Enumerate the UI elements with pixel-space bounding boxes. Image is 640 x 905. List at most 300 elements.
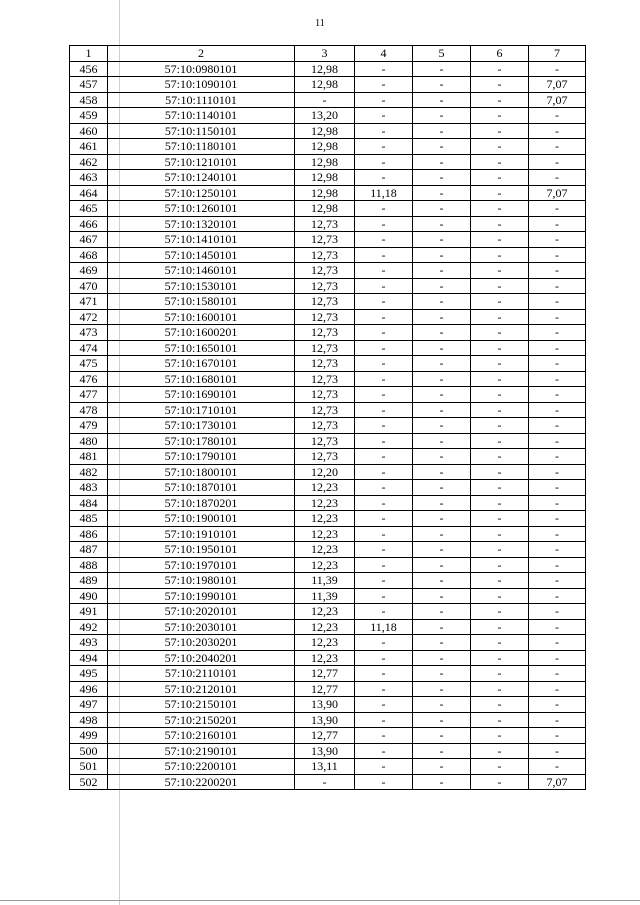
table-cell-col-5: -: [413, 511, 471, 527]
table-cell-col-7: -: [529, 371, 586, 387]
table-cell-col-4: -: [355, 697, 413, 713]
table-cell-col-7: -: [529, 123, 586, 139]
table-cell-col-7: -: [529, 154, 586, 170]
table-cell-col-6: -: [471, 697, 529, 713]
table-row: [70, 402, 586, 418]
table-row: [70, 759, 586, 775]
table-cell-col-7: -: [529, 170, 586, 186]
table-cell-col-2: 57:10:2150101: [108, 697, 295, 713]
table-cell-col-4: -: [355, 92, 413, 108]
table-row: [70, 294, 586, 310]
table-cell-col-6: -: [471, 216, 529, 232]
table-cell-col-2: 57:10:1910101: [108, 526, 295, 542]
table-cell-col-3: 12,20: [295, 464, 355, 480]
table-cell-col-1: 463: [70, 170, 108, 186]
table-cell-col-5: -: [413, 356, 471, 372]
table-cell-col-1: 478: [70, 402, 108, 418]
table-cell-col-3: 12,23: [295, 650, 355, 666]
table-cell-col-2: 57:10:1090101: [108, 77, 295, 93]
table-cell-col-6: -: [471, 635, 529, 651]
table-cell-col-7: -: [529, 635, 586, 651]
table-cell-col-4: -: [355, 666, 413, 682]
table-cell-col-2: 57:10:1780101: [108, 433, 295, 449]
table-cell-col-3: 13,90: [295, 743, 355, 759]
table-cell-col-3: 12,73: [295, 325, 355, 341]
table-cell-col-2: 57:10:0980101: [108, 61, 295, 77]
table-row: [70, 356, 586, 372]
table-cell-col-2: 57:10:1950101: [108, 542, 295, 558]
table-cell-col-7: -: [529, 619, 586, 635]
table-cell-col-5: -: [413, 495, 471, 511]
table-cell-col-6: -: [471, 325, 529, 341]
table-cell-col-5: -: [413, 666, 471, 682]
table-cell-col-4: -: [355, 371, 413, 387]
table-cell-col-7: -: [529, 418, 586, 434]
table-cell-col-3: 12,73: [295, 371, 355, 387]
table-row: [70, 666, 586, 682]
table-cell-col-4: -: [355, 402, 413, 418]
table-cell-col-2: 57:10:1410101: [108, 232, 295, 248]
table-cell-col-3: 12,23: [295, 557, 355, 573]
table-cell-col-4: -: [355, 108, 413, 124]
table-row: [70, 309, 586, 325]
table-cell-col-3: 12,23: [295, 495, 355, 511]
table-cell-col-7: -: [529, 573, 586, 589]
table-cell-col-4: -: [355, 588, 413, 604]
table-cell-col-5: -: [413, 557, 471, 573]
table-cell-col-5: -: [413, 294, 471, 310]
table-cell-col-3: 12,77: [295, 666, 355, 682]
table-cell-col-5: -: [413, 201, 471, 217]
table-cell-col-1: 499: [70, 728, 108, 744]
table-cell-col-3: 12,73: [295, 278, 355, 294]
table-cell-col-3: 13,90: [295, 712, 355, 728]
table-cell-col-1: 464: [70, 185, 108, 201]
table-cell-col-1: 502: [70, 774, 108, 790]
table-cell-col-1: 484: [70, 495, 108, 511]
table-cell-col-5: -: [413, 712, 471, 728]
table-cell-col-2: 57:10:2200101: [108, 759, 295, 775]
table-cell-col-4: -: [355, 635, 413, 651]
table-cell-col-2: 57:10:1690101: [108, 387, 295, 403]
table-row: [70, 495, 586, 511]
table-cell-col-6: -: [471, 588, 529, 604]
table-cell-col-1: 491: [70, 604, 108, 620]
table-cell-col-4: -: [355, 480, 413, 496]
table-cell-col-7: 7,07: [529, 774, 586, 790]
table-cell-col-5: -: [413, 697, 471, 713]
table-cell-col-2: 57:10:1980101: [108, 573, 295, 589]
table-cell-col-7: -: [529, 247, 586, 263]
table-cell-col-7: -: [529, 139, 586, 155]
table-cell-col-4: 11,18: [355, 619, 413, 635]
table-cell-col-1: 497: [70, 697, 108, 713]
table-cell-col-5: -: [413, 170, 471, 186]
table-row: [70, 433, 586, 449]
table-cell-col-7: -: [529, 278, 586, 294]
table-cell-col-7: -: [529, 433, 586, 449]
table-cell-col-2: 57:10:1870201: [108, 495, 295, 511]
table-row: [70, 774, 586, 790]
table-cell-col-2: 57:10:2040201: [108, 650, 295, 666]
table-cell-col-2: 57:10:2030201: [108, 635, 295, 651]
table-cell-col-6: -: [471, 77, 529, 93]
table-cell-col-4: -: [355, 309, 413, 325]
table-cell-col-4: -: [355, 712, 413, 728]
table-cell-col-7: -: [529, 201, 586, 217]
table-cell-col-3: 12,73: [295, 387, 355, 403]
table-cell-col-4: -: [355, 387, 413, 403]
table-cell-col-4: -: [355, 650, 413, 666]
table-cell-col-7: -: [529, 604, 586, 620]
table-cell-col-3: 13,20: [295, 108, 355, 124]
table-cell-col-7: -: [529, 232, 586, 248]
table-cell-col-5: -: [413, 604, 471, 620]
table-cell-col-1: 477: [70, 387, 108, 403]
table-cell-col-7: -: [529, 340, 586, 356]
table-cell-col-6: -: [471, 170, 529, 186]
table-cell-col-7: -: [529, 387, 586, 403]
table-cell-col-5: -: [413, 371, 471, 387]
table-cell-col-7: -: [529, 480, 586, 496]
table-cell-col-5: -: [413, 619, 471, 635]
table-cell-col-1: 462: [70, 154, 108, 170]
table-row: [70, 480, 586, 496]
table-cell-col-2: 57:10:1240101: [108, 170, 295, 186]
table-cell-col-6: -: [471, 542, 529, 558]
table-cell-col-2: 57:10:1210101: [108, 154, 295, 170]
table-cell-col-4: -: [355, 294, 413, 310]
table-cell-col-2: 57:10:1150101: [108, 123, 295, 139]
table-cell-col-7: -: [529, 712, 586, 728]
table-cell-col-1: 466: [70, 216, 108, 232]
table-cell-col-7: -: [529, 681, 586, 697]
table-cell-col-6: -: [471, 557, 529, 573]
table-cell-col-6: -: [471, 666, 529, 682]
table-row: [70, 154, 586, 170]
table-row: [70, 185, 586, 201]
table-cell-col-3: 13,11: [295, 759, 355, 775]
table-cell-col-1: 493: [70, 635, 108, 651]
table-row: [70, 681, 586, 697]
table-cell-col-4: -: [355, 61, 413, 77]
column-header-3: 3: [295, 46, 355, 62]
table-header-row: [70, 46, 586, 62]
data-table: [69, 45, 586, 790]
table-cell-col-4: -: [355, 340, 413, 356]
table-cell-col-6: -: [471, 511, 529, 527]
table-cell-col-6: -: [471, 774, 529, 790]
table-cell-col-6: -: [471, 573, 529, 589]
table-cell-col-7: -: [529, 61, 586, 77]
table-cell-col-3: 12,73: [295, 309, 355, 325]
table-cell-col-3: 12,73: [295, 340, 355, 356]
table-cell-col-3: 12,98: [295, 139, 355, 155]
table-cell-col-3: 12,98: [295, 61, 355, 77]
table-cell-col-4: -: [355, 681, 413, 697]
table-cell-col-3: 11,39: [295, 588, 355, 604]
table-cell-col-4: -: [355, 449, 413, 465]
table-cell-col-5: -: [413, 759, 471, 775]
table-cell-col-4: -: [355, 356, 413, 372]
table-cell-col-2: 57:10:1110101: [108, 92, 295, 108]
table-cell-col-1: 467: [70, 232, 108, 248]
table-cell-col-6: -: [471, 387, 529, 403]
table-row: [70, 418, 586, 434]
table-cell-col-7: -: [529, 356, 586, 372]
table-cell-col-4: -: [355, 232, 413, 248]
table-cell-col-3: 12,98: [295, 123, 355, 139]
table-cell-col-1: 489: [70, 573, 108, 589]
table-cell-col-4: -: [355, 216, 413, 232]
table-cell-col-6: -: [471, 464, 529, 480]
table-cell-col-4: -: [355, 526, 413, 542]
table-cell-col-1: 485: [70, 511, 108, 527]
table-cell-col-1: 468: [70, 247, 108, 263]
table-cell-col-3: 12,98: [295, 170, 355, 186]
table-cell-col-6: -: [471, 263, 529, 279]
table-cell-col-2: 57:10:1990101: [108, 588, 295, 604]
table-cell-col-6: -: [471, 681, 529, 697]
table-cell-col-1: 479: [70, 418, 108, 434]
table-cell-col-7: -: [529, 402, 586, 418]
table-cell-col-6: -: [471, 185, 529, 201]
table-cell-col-4: -: [355, 418, 413, 434]
table-cell-col-1: 495: [70, 666, 108, 682]
table-cell-col-4: 11,18: [355, 185, 413, 201]
table-cell-col-6: -: [471, 619, 529, 635]
table-cell-col-5: -: [413, 433, 471, 449]
column-header-6: 6: [471, 46, 529, 62]
table-cell-col-6: -: [471, 123, 529, 139]
page-number: 11: [315, 18, 325, 29]
table-cell-col-2: 57:10:2150201: [108, 712, 295, 728]
table-cell-col-4: -: [355, 154, 413, 170]
table-cell-col-2: 57:10:1600101: [108, 309, 295, 325]
table-cell-col-1: 457: [70, 77, 108, 93]
table-row: [70, 743, 586, 759]
table-cell-col-3: 12,73: [295, 216, 355, 232]
table-row: [70, 170, 586, 186]
table-row: [70, 573, 586, 589]
table-cell-col-2: 57:10:1900101: [108, 511, 295, 527]
table-cell-col-5: -: [413, 216, 471, 232]
table-cell-col-4: -: [355, 557, 413, 573]
table-cell-col-4: -: [355, 263, 413, 279]
table-cell-col-3: 12,73: [295, 449, 355, 465]
table-cell-col-3: 12,23: [295, 511, 355, 527]
table-cell-col-3: 12,73: [295, 356, 355, 372]
table-cell-col-6: -: [471, 402, 529, 418]
table-cell-col-3: 12,73: [295, 402, 355, 418]
table-cell-col-2: 57:10:1250101: [108, 185, 295, 201]
table-cell-col-2: 57:10:2200201: [108, 774, 295, 790]
table-cell-col-6: -: [471, 433, 529, 449]
table-cell-col-4: -: [355, 573, 413, 589]
table-cell-col-3: 12,73: [295, 263, 355, 279]
table-cell-col-4: -: [355, 759, 413, 775]
table-cell-col-5: -: [413, 340, 471, 356]
table-cell-col-5: -: [413, 728, 471, 744]
table-cell-col-5: -: [413, 108, 471, 124]
column-header-5: 5: [413, 46, 471, 62]
table-cell-col-4: -: [355, 743, 413, 759]
table-cell-col-7: -: [529, 697, 586, 713]
table-cell-col-4: -: [355, 511, 413, 527]
table-cell-col-3: 12,23: [295, 526, 355, 542]
table-row: [70, 526, 586, 542]
table-row: [70, 216, 586, 232]
table-row: [70, 371, 586, 387]
table-cell-col-4: -: [355, 325, 413, 341]
table-cell-col-1: 456: [70, 61, 108, 77]
table-row: [70, 728, 586, 744]
table-cell-col-2: 57:10:2190101: [108, 743, 295, 759]
table-cell-col-6: -: [471, 139, 529, 155]
table-cell-col-2: 57:10:1180101: [108, 139, 295, 155]
table-cell-col-7: 7,07: [529, 92, 586, 108]
table-row: [70, 201, 586, 217]
table-row: [70, 387, 586, 403]
table-cell-col-5: -: [413, 92, 471, 108]
table-cell-col-5: -: [413, 635, 471, 651]
table-cell-col-1: 460: [70, 123, 108, 139]
table-cell-col-7: -: [529, 650, 586, 666]
table-cell-col-1: 483: [70, 480, 108, 496]
table-cell-col-5: -: [413, 185, 471, 201]
table-cell-col-7: 7,07: [529, 77, 586, 93]
table-row: [70, 511, 586, 527]
table-cell-col-2: 57:10:2030101: [108, 619, 295, 635]
table-row: [70, 542, 586, 558]
table-cell-col-6: -: [471, 495, 529, 511]
table-cell-col-2: 57:10:1530101: [108, 278, 295, 294]
page-bottom-rule: [0, 900, 640, 901]
table-cell-col-1: 471: [70, 294, 108, 310]
table-row: [70, 604, 586, 620]
table-body: [70, 61, 586, 790]
table-cell-col-5: -: [413, 480, 471, 496]
table-cell-col-1: 475: [70, 356, 108, 372]
table-cell-col-1: 473: [70, 325, 108, 341]
column-header-1: 1: [70, 46, 108, 62]
table-cell-col-4: -: [355, 433, 413, 449]
table-cell-col-1: 481: [70, 449, 108, 465]
table-cell-col-7: -: [529, 588, 586, 604]
table-cell-col-6: -: [471, 247, 529, 263]
table-cell-col-5: -: [413, 542, 471, 558]
table-cell-col-6: -: [471, 743, 529, 759]
table-cell-col-6: -: [471, 604, 529, 620]
table-cell-col-7: -: [529, 743, 586, 759]
table-cell-col-5: -: [413, 650, 471, 666]
table-row: [70, 449, 586, 465]
table-cell-col-7: -: [529, 309, 586, 325]
table-cell-col-6: -: [471, 650, 529, 666]
table-cell-col-5: -: [413, 139, 471, 155]
table-cell-col-2: 57:10:1260101: [108, 201, 295, 217]
table-row: [70, 61, 586, 77]
table-cell-col-4: -: [355, 139, 413, 155]
table-cell-col-5: -: [413, 743, 471, 759]
table-cell-col-4: -: [355, 247, 413, 263]
table-cell-col-7: 7,07: [529, 185, 586, 201]
table-cell-col-2: 57:10:1670101: [108, 356, 295, 372]
table-cell-col-2: 57:10:1320101: [108, 216, 295, 232]
table-cell-col-5: -: [413, 247, 471, 263]
table-cell-col-7: -: [529, 526, 586, 542]
table-cell-col-7: -: [529, 216, 586, 232]
table-cell-col-4: -: [355, 123, 413, 139]
table-cell-col-5: -: [413, 588, 471, 604]
table-row: [70, 557, 586, 573]
table-cell-col-6: -: [471, 201, 529, 217]
table-cell-col-2: 57:10:2160101: [108, 728, 295, 744]
table-cell-col-3: 12,98: [295, 185, 355, 201]
table-cell-col-6: -: [471, 61, 529, 77]
table-cell-col-7: -: [529, 542, 586, 558]
table-cell-col-5: -: [413, 123, 471, 139]
table-cell-col-5: -: [413, 387, 471, 403]
table-cell-col-3: 12,73: [295, 294, 355, 310]
table-cell-col-3: 12,77: [295, 728, 355, 744]
table-row: [70, 635, 586, 651]
table-cell-col-1: 498: [70, 712, 108, 728]
table-cell-col-1: 470: [70, 278, 108, 294]
table-row: [70, 697, 586, 713]
table-row: [70, 139, 586, 155]
table-cell-col-7: -: [529, 759, 586, 775]
table-cell-col-2: 57:10:1680101: [108, 371, 295, 387]
table-cell-col-1: 459: [70, 108, 108, 124]
table-cell-col-6: -: [471, 154, 529, 170]
table-cell-col-1: 469: [70, 263, 108, 279]
table-cell-col-1: 487: [70, 542, 108, 558]
table-cell-col-6: -: [471, 356, 529, 372]
table-cell-col-6: -: [471, 728, 529, 744]
table-cell-col-6: -: [471, 449, 529, 465]
table-cell-col-7: -: [529, 108, 586, 124]
table-cell-col-6: -: [471, 108, 529, 124]
table-cell-col-3: 12,23: [295, 635, 355, 651]
table-cell-col-5: -: [413, 61, 471, 77]
table-cell-col-4: -: [355, 77, 413, 93]
table-row: [70, 464, 586, 480]
table-cell-col-5: -: [413, 263, 471, 279]
table-cell-col-2: 57:10:1710101: [108, 402, 295, 418]
table-cell-col-1: 480: [70, 433, 108, 449]
table-cell-col-2: 57:10:1790101: [108, 449, 295, 465]
table-cell-col-5: -: [413, 681, 471, 697]
table-cell-col-6: -: [471, 712, 529, 728]
table-cell-col-5: -: [413, 526, 471, 542]
table-cell-col-1: 496: [70, 681, 108, 697]
table-cell-col-5: -: [413, 449, 471, 465]
table-cell-col-6: -: [471, 309, 529, 325]
table-cell-col-4: -: [355, 774, 413, 790]
table-row: [70, 588, 586, 604]
table-cell-col-1: 490: [70, 588, 108, 604]
table-cell-col-5: -: [413, 77, 471, 93]
table-cell-col-2: 57:10:1450101: [108, 247, 295, 263]
table-cell-col-3: 12,23: [295, 604, 355, 620]
column-header-4: 4: [355, 46, 413, 62]
table-cell-col-4: -: [355, 604, 413, 620]
table-cell-col-3: 12,23: [295, 480, 355, 496]
table-cell-col-4: -: [355, 728, 413, 744]
table-cell-col-4: -: [355, 464, 413, 480]
table-cell-col-1: 488: [70, 557, 108, 573]
